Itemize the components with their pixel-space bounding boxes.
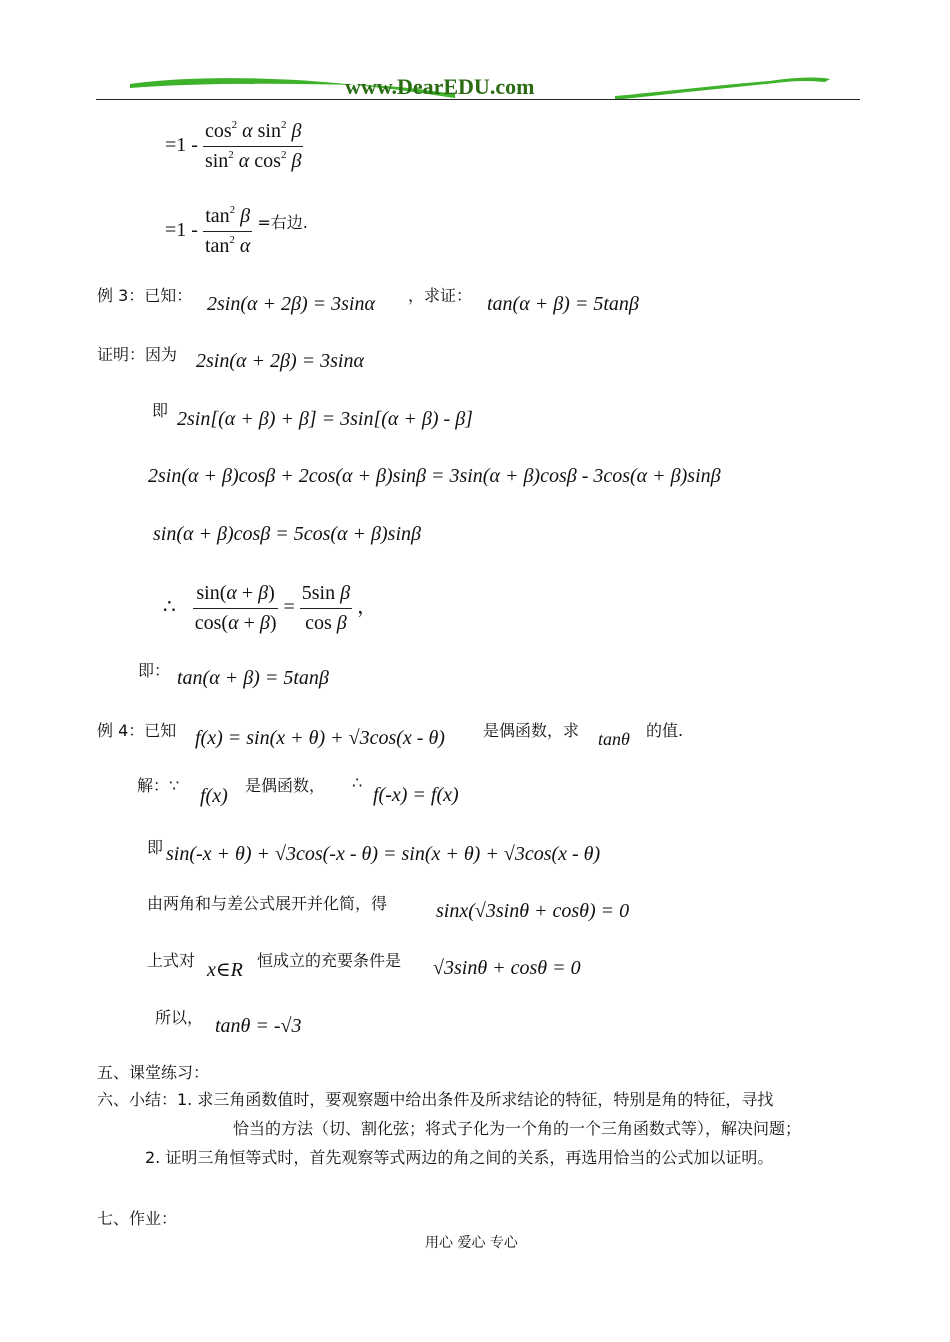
ex4-mid: 是偶函数，求	[483, 721, 580, 740]
section-5: 五、课堂练习：	[97, 1063, 210, 1082]
ex3-given: 2sin(α + 2β) = 3sinα	[207, 293, 375, 315]
step-5: tan(α + β) = 5tanβ	[177, 667, 329, 689]
step-1: 2sin[(α + β) + β] = 3sin[(α + β) - β]	[177, 408, 473, 430]
step-4: ∴ $\frac{\sin(\alpha + \beta)}{\cos(\alpha + \beta)}$ = $\frac{\text{5sin β}}{\text{cos β}}$ ，	[163, 582, 378, 634]
page-footer: 用心 爱心 专心	[425, 1235, 518, 1251]
cont-prefix-1: =1 -	[165, 134, 198, 157]
fraction-4: $\frac{\text{5sin β}}{\text{cos β}}$	[301, 582, 351, 634]
site-name: www.DearEDU.com	[345, 74, 535, 99]
section-6-line-2: 恰当的方法（切、割化弦；将式子化为一个角的一个三角函数式等），解决问题；	[233, 1119, 802, 1138]
so-label: 所以，	[155, 1008, 204, 1027]
ex4-label: 例 4：已知	[97, 721, 177, 740]
therefore-symbol: ∴	[163, 596, 176, 619]
cond-text-1: 上式对	[147, 951, 196, 970]
ji2-label: 即：	[138, 661, 171, 680]
step4-comma: ，	[357, 596, 378, 619]
ex3-label: 例 3：已知：	[97, 286, 193, 305]
ex4-end: 的值.	[646, 721, 684, 740]
cont-prefix-2: =1 -	[165, 219, 198, 242]
cond-eq: √3sinθ + cosθ = 0	[433, 957, 581, 979]
fraction-3: $\frac{\sin(\alpha + \beta)}{\cos(\alpha + \beta)}$	[194, 582, 277, 634]
sol-therefore: ∴	[352, 773, 363, 792]
proof-given: 2sin(α + 2β) = 3sinα	[196, 350, 364, 372]
header-rule	[96, 99, 860, 100]
ji1-label: 即	[152, 401, 169, 420]
step-6: sin(-x + θ) + √3cos(-x - θ) = sin(x + θ) + √3cos(x - θ)	[166, 843, 601, 865]
sol-label: 解：∵	[137, 776, 180, 795]
so-eq: tanθ = -√3	[215, 1015, 302, 1037]
cont-suffix: =右边.	[257, 213, 308, 233]
ex4-tan: tanθ	[598, 729, 630, 749]
cont-line-2	[165, 205, 308, 258]
cond-text-2: 恒成立的充要条件是	[257, 951, 402, 970]
step-2: 2sin(α + β)cosβ + 2cos(α + β)sinβ = 3sin(α + β)cosβ - 3cos(α + β)sinβ	[148, 465, 721, 487]
cond-var: x∈R	[207, 959, 243, 981]
section-6-line-3: 2. 证明三角恒等式时，首先观察等式两边的角之间的关系，再选用恰当的公式加以证明。	[145, 1148, 774, 1167]
fraction-2: $\frac{\tan^2 \beta}{\tan^2 \alpha}$	[204, 204, 251, 257]
ex4-fx: f(x) = sin(x + θ) + √3cos(x - θ)	[195, 727, 445, 749]
ji3-label: 即	[147, 838, 164, 857]
proof-label: 证明：因为	[97, 345, 178, 364]
section-7: 七、作业：	[97, 1209, 178, 1228]
sol-fx: f(x)	[200, 785, 228, 807]
expand-eq: sinx(√3sinθ + cosθ) = 0	[436, 900, 630, 922]
ex3-goal: tan(α + β) = 5tanβ	[487, 293, 639, 315]
ex3-sep: ，求证：	[408, 286, 473, 305]
section-6-line-1: 六、小结：1. 求三角函数值时，要观察题中给出条件及所求结论的特征，特别是角的特征，寻找	[97, 1090, 774, 1109]
expand-text: 由两角和与差公式展开并化简，得	[147, 894, 388, 913]
cont-line-1	[165, 120, 303, 173]
step-3: sin(α + β)cosβ = 5cos(α + β)sinβ	[153, 523, 421, 545]
sol-mid: 是偶函数，	[245, 776, 326, 795]
sol-eq: f(-x) = f(x)	[373, 784, 459, 806]
fraction-1: $\frac{\cos^2 \alpha \sin^2 \beta}{\sin^2 \alpha \cos^2 \beta}$	[204, 119, 302, 172]
